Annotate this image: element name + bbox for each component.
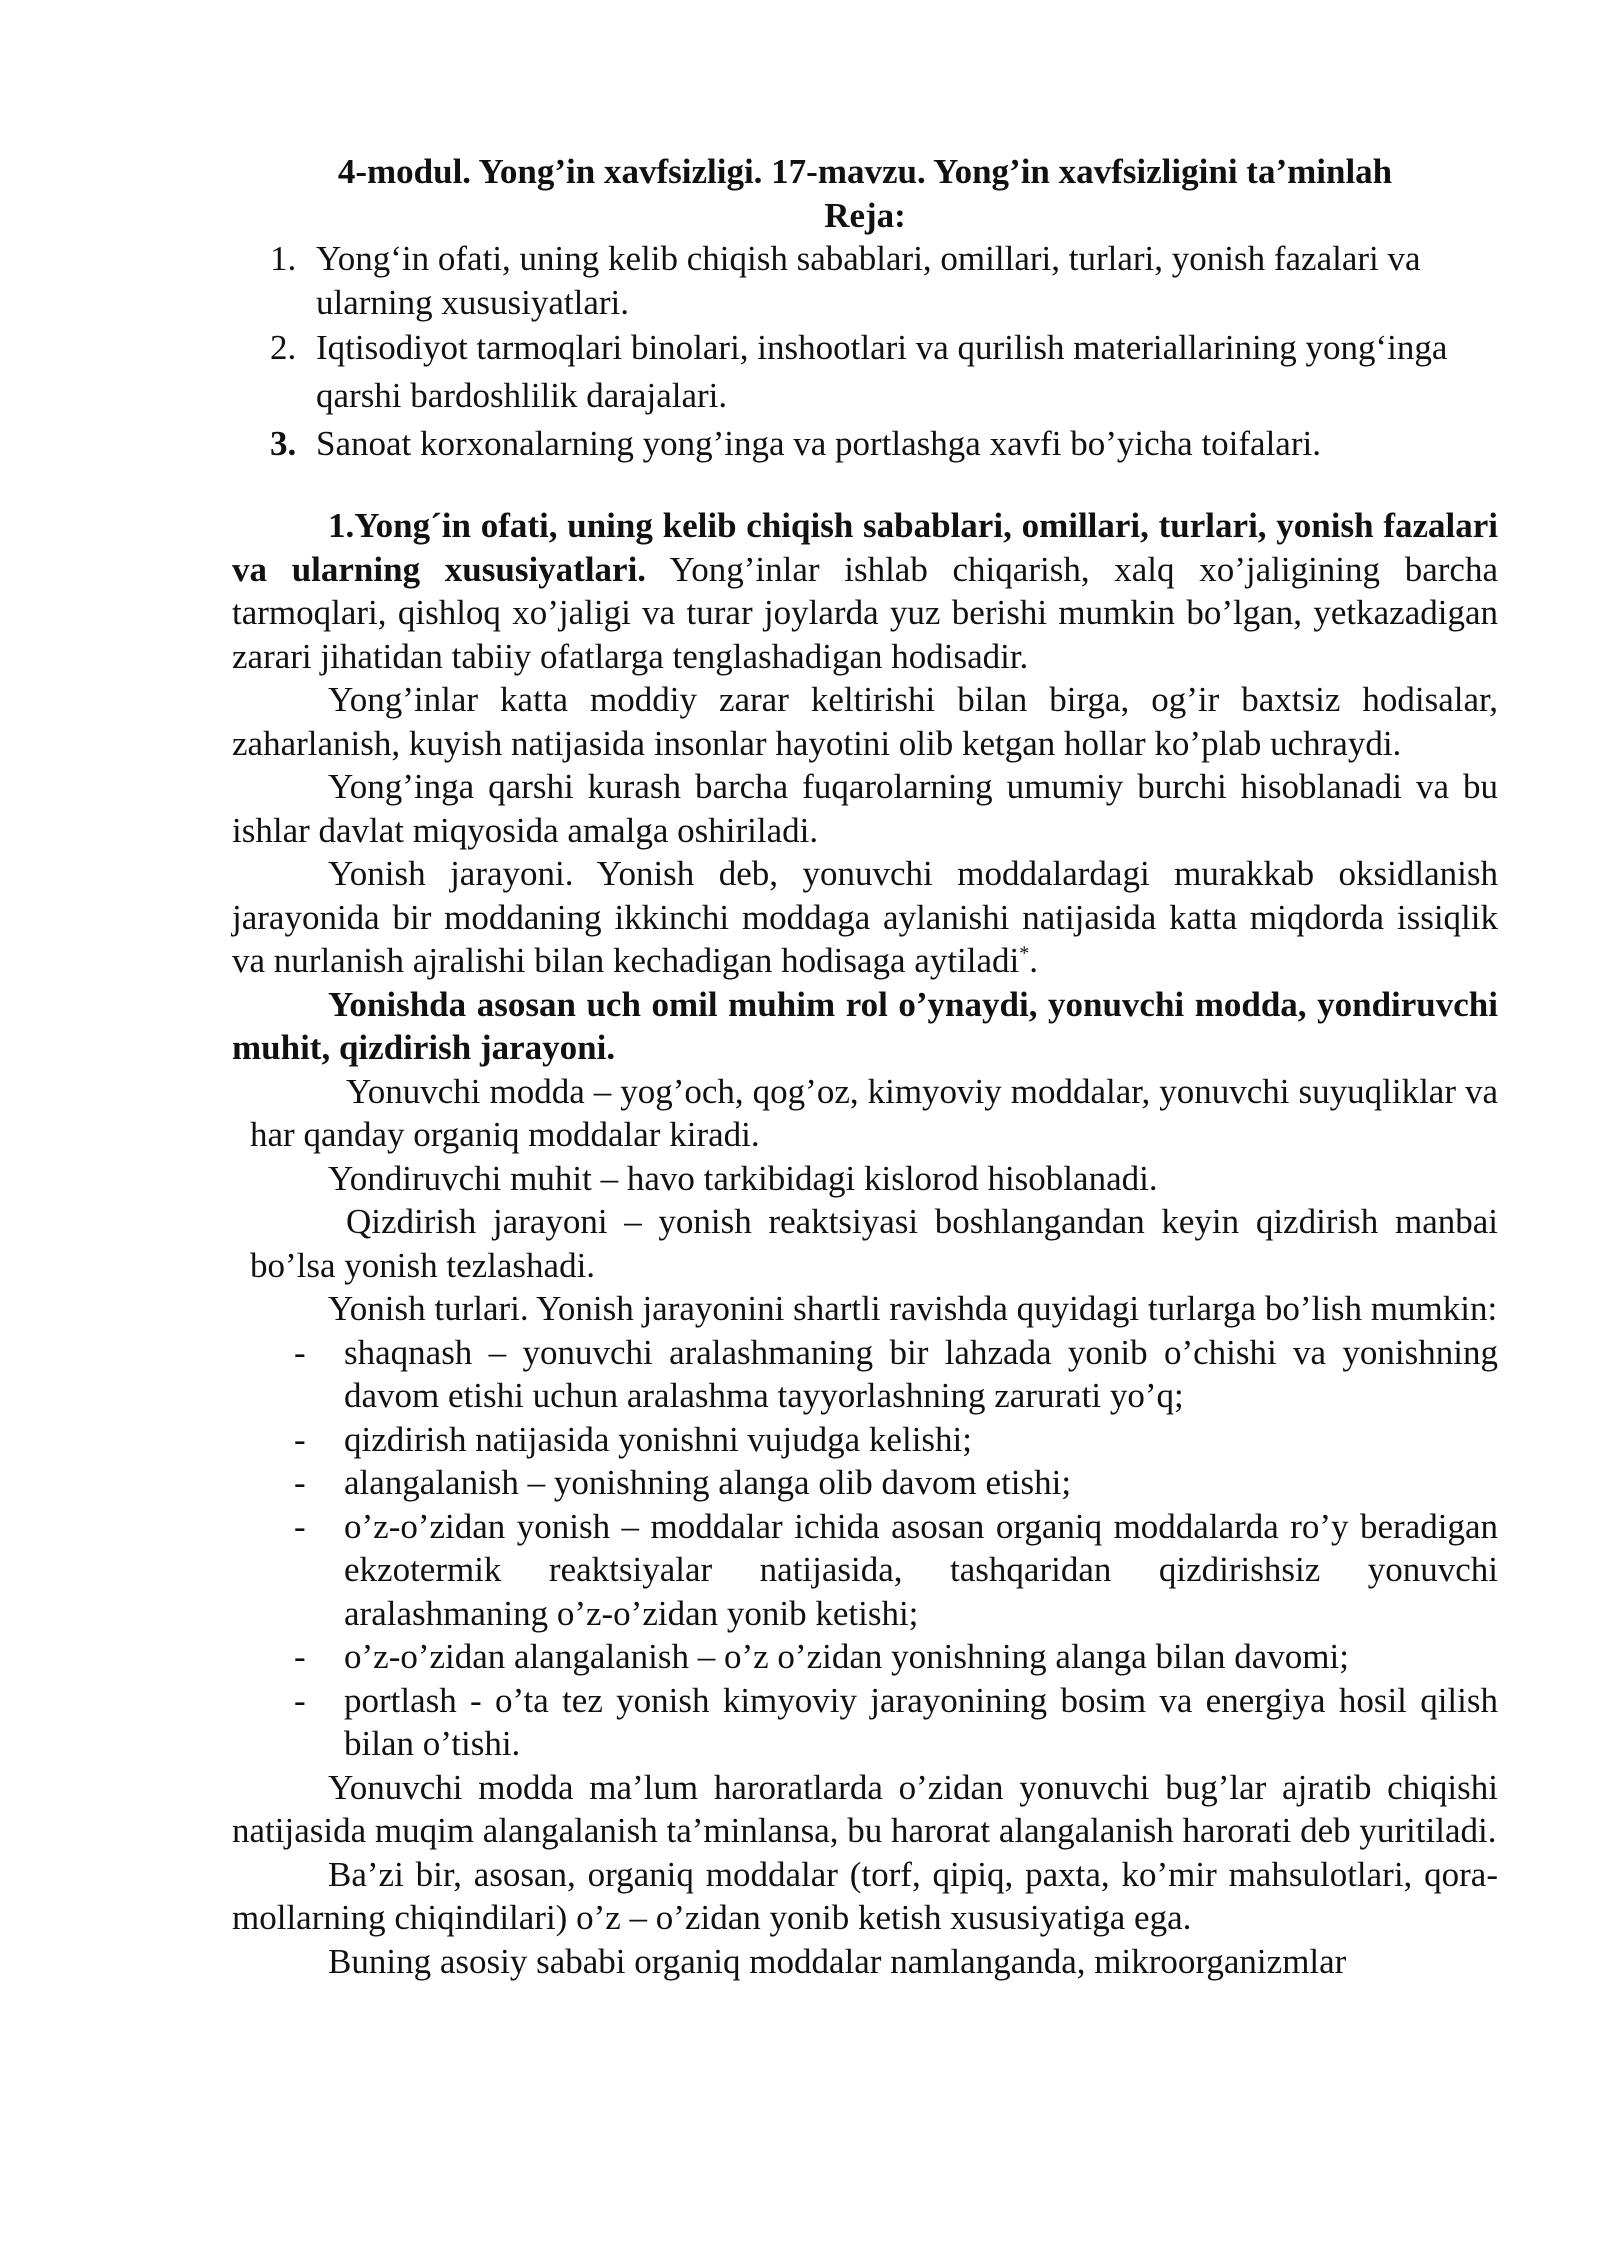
- list-item-text: o’z-o’zidan yonish – moddalar ichida asosan organiq moddalarda ro’y beradigan ekzotermik reaktsiyalar natijasida, tashqaridan qizdirishsiz yonuvchi aralashmaning o’z-o’zidan yonib ketishi;: [344, 1506, 1498, 1633]
- plan-item-text: Iqtisodiyot tarmoqlari binolari, inshootlari va qurilish materiallarining yong‘inga qarshi bardoshlilik darajalari.: [316, 328, 1448, 415]
- paragraph-text: Yonish jarayoni. Yonish deb, yonuvchi moddalardagi murakkab oksidlanish jarayonida bir moddaning ikkinchi moddaga aylanishi natijasida katta miqdorda issiqlik va nurlanish ajralishi bilan kechadigan hodisaga aytiladi: [232, 854, 1498, 980]
- paragraph: Yonuvchi modda – yog’och, qog’oz, kimyoviy moddalar, yonuvchi suyuqliklar va har qanday organiq moddalar kiradi.: [250, 1071, 1498, 1154]
- list-item: [232, 1679, 1498, 1766]
- plan-heading: Reja:: [824, 195, 906, 235]
- paragraph: Yong’inga qarshi kurash barcha fuqarolarning umumiy burchi hisoblanadi va bu ishlar davlat miqyosida amalga oshiriladi.: [232, 767, 1498, 850]
- paragraph: Yondiruvchi muhit – havo tarkibidagi kislorod hisoblanadi.: [328, 1158, 1158, 1198]
- list-item: [232, 1331, 1498, 1418]
- list-item: [232, 1505, 1498, 1636]
- footnote-mark: *: [1019, 942, 1030, 965]
- plan-item-number: 3.: [270, 424, 297, 463]
- paragraph: [232, 852, 1498, 983]
- paragraph: Yonish turlari. Yonish jarayonini shartli ravishda quyidagi turlarga bo’lish mumkin:: [328, 1289, 1498, 1328]
- plan-item-number: 1.: [270, 239, 297, 278]
- section-heading: 1.Yong´in ofati, uning kelib chiqish sabablari, omillari, turlari, yonish fazalari va ularning xususiyatlari.: [232, 506, 1498, 589]
- plan-item: [232, 324, 1468, 420]
- dash-marker: -: [294, 1506, 306, 1546]
- list-item-text: alangalanish – yonishning alanga olib davom etishi;: [344, 1463, 1072, 1502]
- bold-paragraph: [232, 983, 1498, 1070]
- document-page: [232, 150, 1498, 1983]
- paragraph: Buning asosiy sababi organiq moddalar namlanganda, mikroorganizmlar: [328, 1941, 1347, 1981]
- spacer: [232, 468, 1498, 504]
- paragraph: Ba’zi bir, asosan, organiq moddalar (torf, qipiq, paxta, ko’mir mahsulotlari, qora-mollarning chiqindilari) o’z – o’zidan yonib ketish xususiyatiga ega.: [232, 1854, 1498, 1937]
- dash-marker: -: [294, 1463, 306, 1502]
- dash-marker: -: [294, 1680, 306, 1720]
- list-item-text: portlash - o’ta tez yonish kimyoviy jarayonining bosim va energiya hosil qilish bilan o’tishi.: [344, 1680, 1498, 1763]
- section-intro: Yong’inlar ishlab chiqarish, xalq xo’jaligining barcha tarmoqlari, qishloq xo’jaligi va turar joylarda yuz berishi mumkin bo’lgan, yetkazadigan zarari jihatidan tabiiy ofatlarga tenglashadigan hodisadir.: [232, 549, 1498, 676]
- paragraph-end: .: [1029, 941, 1039, 980]
- list-item-text: qizdirish natijasida yonishni vujudga kelishi;: [344, 1419, 972, 1459]
- list-item: [232, 1461, 1498, 1505]
- dash-marker: -: [294, 1419, 306, 1459]
- paragraph: Yong’inlar katta moddiy zarar keltirishi bilan birga, og’ir baxtsiz hodisalar, zaharlanish, kuyish natijasida insonlar hayotini olib ketgan hollar ko’plab uchraydi.: [232, 680, 1498, 763]
- plan-item-text: Yong‘in ofati, uning kelib chiqish sabablari, omillari, turlari, yonish fazalari va ularning xususiyatlari.: [316, 239, 1421, 322]
- dash-marker: -: [294, 1332, 306, 1372]
- paragraph: Yonuvchi modda ma’lum haroratlarda o’zidan yonuvchi bug’lar ajratib chiqishi natijasida muqim alangalanish ta’minlansa, bu harorat alangalanish harorati deb yuritiladi.: [232, 1767, 1498, 1850]
- dash-marker: -: [294, 1637, 306, 1676]
- bold-text: Yonishda asosan uch omil muhim rol o’ynaydi, yonuvchi modda, yondiruvchi muhit, qizdirish jarayoni.: [232, 984, 1498, 1067]
- plan-item: [232, 420, 1468, 468]
- section-heading-paragraph: [232, 504, 1498, 678]
- list-item: [232, 1635, 1498, 1679]
- plan-list: [232, 237, 1498, 468]
- document-title: 4-modul. Yong’in xavfsizligi. 17-mavzu. Yong’in xavfsizligini ta’minlah: [337, 152, 1393, 191]
- plan-item: [232, 237, 1468, 324]
- paragraph: Qizdirish jarayoni – yonish reaktsiyasi boshlangandan keyin qizdirish manbai bo’lsa yonish tezlashadi.: [250, 1202, 1498, 1285]
- plan-item-text: Sanoat korxonalarning yong’inga va portlashga xavfi bo’yicha toifalari.: [316, 424, 1321, 463]
- list-item: [232, 1418, 1498, 1462]
- plan-item-number: 2.: [270, 328, 297, 367]
- list-item-text: shaqnash – yonuvchi aralashmaning bir lahzada yonib o’chishi va yonishning davom etishi uchun aralashma tayyorlashning zarurati yo’q;: [344, 1332, 1498, 1415]
- combustion-types-list: [232, 1331, 1498, 1766]
- list-item-text: o’z-o’zidan alangalanish – o’z o’zidan yonishning alanga bilan davomi;: [344, 1637, 1349, 1676]
